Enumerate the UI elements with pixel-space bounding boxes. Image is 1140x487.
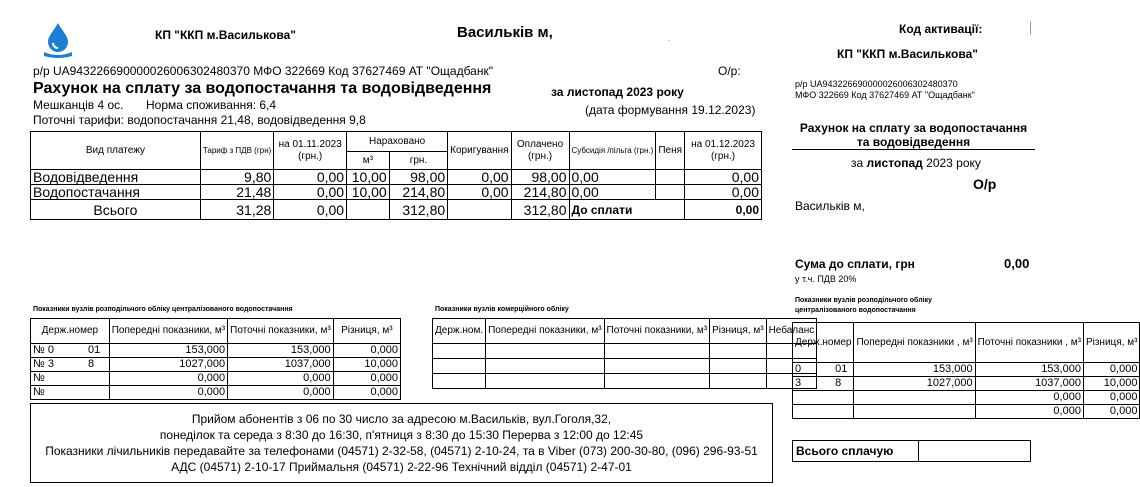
company-name-right: КП "ККП м.Василькова": [837, 47, 978, 61]
table-row: [793, 405, 1140, 419]
invoice-title: Рахунок на сплату за водопостачання та водовідведення: [33, 80, 492, 97]
central-meters-table: [30, 318, 401, 400]
service-name: Водопостачання: [31, 185, 201, 200]
curr-value: 1037,000: [228, 358, 334, 372]
table-row: [433, 359, 817, 374]
charged-m3-value: 10,00: [347, 185, 390, 200]
header-prev: Попередні показники, м³: [486, 319, 604, 344]
header-paid: Оплачено (грн.): [511, 132, 569, 170]
account-label: О/р:: [718, 64, 741, 78]
empty-cell: [347, 200, 390, 220]
tariff-value: 9,80: [200, 170, 273, 185]
divider: [792, 149, 1035, 150]
header-end-balance: на 01.12.2023 (грн.): [685, 132, 762, 170]
start-balance-value: 0,00: [274, 185, 347, 200]
table-row: [31, 170, 762, 185]
meter-number: [793, 405, 854, 419]
diff-value: 0,000: [333, 372, 400, 386]
diff-value: 0,000: [1083, 363, 1140, 377]
city: Васильків м,: [457, 24, 553, 41]
correction-value: 0,00: [448, 185, 511, 200]
bank-account-right: р/р UA943226690000026006302480370: [795, 79, 958, 89]
city-right: Васильків м,: [795, 199, 865, 213]
header-grn: грн.: [389, 152, 447, 170]
tariff-value: 21,48: [200, 185, 273, 200]
header-m3: м³: [347, 152, 390, 170]
diff-value: 0,000: [333, 344, 400, 358]
header-prev: Попередні показники, м³: [109, 319, 227, 344]
curr-value: 0,000: [228, 372, 334, 386]
total-due: 0,00: [685, 200, 762, 220]
header-meter-number: Держ.ном.: [433, 319, 486, 344]
paid-value: 214,80: [511, 185, 569, 200]
contact-info-box: [30, 403, 773, 483]
meter-number: 3 8: [793, 377, 854, 391]
prev-value: 1027,000: [109, 358, 227, 372]
header-start-balance: на 01.11.2023 (грн.): [274, 132, 347, 170]
header-prev: Попередні показники , м³: [854, 323, 975, 363]
activation-code-label: Код активації:: [899, 22, 983, 36]
paying-total-input[interactable]: [920, 441, 1030, 461]
diff-value: 0,000: [333, 386, 400, 400]
table-row: [31, 358, 401, 372]
invoice-period-right: за листопад 2023 року: [851, 156, 981, 170]
header-meter-number: Держ.номер: [31, 319, 110, 344]
meters-title-right: Показники вузлів розподільчого обліку централізованого водопостачання: [795, 297, 932, 314]
formation-date: (дата формування 19.12.2023): [585, 103, 756, 117]
account-label-right: О/р: [973, 176, 997, 192]
bank-details: р/р UA943226690000026006302480370 МФО 322669 Код 37627469 АТ "Ощадбанк": [33, 64, 493, 78]
prev-value: 153,000: [109, 344, 227, 358]
meter-number: 0 01: [793, 363, 854, 377]
table-row: [31, 372, 401, 386]
water-drop-icon: [40, 22, 76, 58]
table-row: [31, 185, 762, 200]
invoice-period: за листопад 2023 року: [551, 85, 684, 99]
total-row: [31, 200, 762, 220]
header-curr: Поточні показники, м³: [604, 319, 710, 344]
charges-table: [30, 131, 762, 220]
prev-value: 0,000: [109, 386, 227, 400]
table-row: [433, 344, 817, 359]
meter-number: № 0 01: [31, 344, 110, 358]
diff-value: 0,000: [1083, 391, 1140, 405]
table-row: [793, 391, 1140, 405]
total-label: Всього: [31, 200, 201, 220]
header-imbalance: Небаланс: [766, 319, 817, 344]
table-row: [433, 374, 817, 389]
info-line: АДС (04571) 2-10-17 Приймальня (04571) 2-22-96 Технічний відділ (04571) 2-47-01: [171, 460, 632, 474]
paying-total-box: [792, 440, 1031, 462]
penalty-value: [656, 185, 685, 200]
header-diff: Різниця, м³: [1083, 323, 1140, 363]
header-curr: Поточні показники , м³: [975, 323, 1083, 363]
curr-value: 153,000: [975, 363, 1083, 377]
subsidy-value: 0,00: [569, 185, 656, 200]
table-row: [31, 386, 401, 400]
meter-number: [793, 391, 854, 405]
residents: Мешканців 4 ос.: [33, 98, 124, 112]
prev-value: 153,000: [854, 363, 975, 377]
header-diff: Різниця, м³: [710, 319, 767, 344]
end-balance-value: 0,00: [685, 185, 762, 200]
meters-table-right: [792, 322, 1140, 419]
company-name: КП "ККП м.Василькова": [155, 28, 296, 42]
header-meter-number: Держ.номер: [793, 323, 854, 363]
table-row: [793, 377, 1140, 391]
info-line: Прийом абонентів з 06 по 30 число за адресою м.Васильків, вул.Гоголя,32,: [191, 412, 612, 426]
paid-value: 98,00: [511, 170, 569, 185]
commercial-meters-table: [432, 318, 817, 389]
total-paid: 312,80: [511, 200, 569, 220]
meter-number: №: [31, 386, 110, 400]
consumption-norm: Норма споживання: 6,4: [146, 98, 277, 112]
total-tariff: 31,28: [200, 200, 273, 220]
diff-value: 0,000: [1083, 405, 1140, 419]
charged-grn-value: 98,00: [389, 170, 447, 185]
total-start: 0,00: [274, 200, 347, 220]
current-tariffs: Поточні тарифи: водопостачання 21,48, водовідведення 9,8: [33, 113, 366, 127]
diff-value: 10,000: [1083, 377, 1140, 391]
info-line: Показники лічильників передавайте за телефонами (04571) 2-32-58, (04571) 2-10-24, та в Viber (073) 200-30-80, (096) 296-93-51: [45, 444, 758, 458]
header-penalty: Пеня: [656, 132, 685, 170]
curr-value: 153,000: [228, 344, 334, 358]
header-curr: Поточні показники, м³: [228, 319, 334, 344]
table-row: [793, 363, 1140, 377]
header-tariff: Тариф з ПДВ (грн): [200, 132, 273, 170]
diff-value: 10,000: [333, 358, 400, 372]
header-subsidy: Субсидія /пільга (грн.): [569, 132, 656, 170]
header-charged: Нараховано: [347, 132, 448, 152]
prev-value: [854, 391, 975, 405]
curr-value: 1037,000: [975, 377, 1083, 391]
curr-value: 0,000: [975, 405, 1083, 419]
total-charged: 312,80: [389, 200, 447, 220]
due-label: До сплати: [569, 200, 685, 220]
start-balance-value: 0,00: [274, 170, 347, 185]
due-value-right: 0,00: [1004, 256, 1030, 271]
header-correction: Коригування: [448, 132, 511, 170]
central-meters-title: Показники вузлів розподільчого обліку централізованого водопостачання: [33, 306, 293, 313]
table-row: [31, 344, 401, 358]
end-balance-value: 0,00: [685, 170, 762, 185]
penalty-value: [656, 170, 685, 185]
charged-m3-value: 10,00: [347, 170, 390, 185]
curr-value: 0,000: [228, 386, 334, 400]
commercial-meters-title: Показники вузлів комерційного обліку: [435, 306, 569, 313]
curr-value: 0,000: [975, 391, 1083, 405]
prev-value: 0,000: [109, 372, 227, 386]
meter-number: № 3 8: [31, 358, 110, 372]
info-line: понеділок та середа з 8:30 до 16:30, п'ятниця з 8:30 до 15:30 Перерва з 12:00 до 12:45: [159, 428, 644, 442]
subsidy-value: 0,00: [569, 170, 656, 185]
due-label-right: Сума до сплати, грн: [795, 257, 915, 271]
prev-value: 1027,000: [854, 377, 975, 391]
header-type: Вид платежу: [31, 132, 201, 170]
meter-number: №: [31, 372, 110, 386]
paying-total-label: Всього сплачую: [793, 441, 919, 461]
header-diff: Різниця, м³: [333, 319, 400, 344]
vat-note: у т.ч. ПДВ 20%: [795, 274, 857, 284]
charged-grn-value: 214,80: [389, 185, 447, 200]
invoice-title-right: Рахунок на сплату за водопостачання та водовідведення: [799, 121, 1028, 149]
prev-value: [854, 405, 975, 419]
service-name: Водовідведення: [31, 170, 201, 185]
empty-cell: [448, 200, 511, 220]
correction-value: 0,00: [448, 170, 511, 185]
bank-details-right: МФО 322669 Код 37627469 АТ "Ощадбанк": [795, 90, 975, 100]
